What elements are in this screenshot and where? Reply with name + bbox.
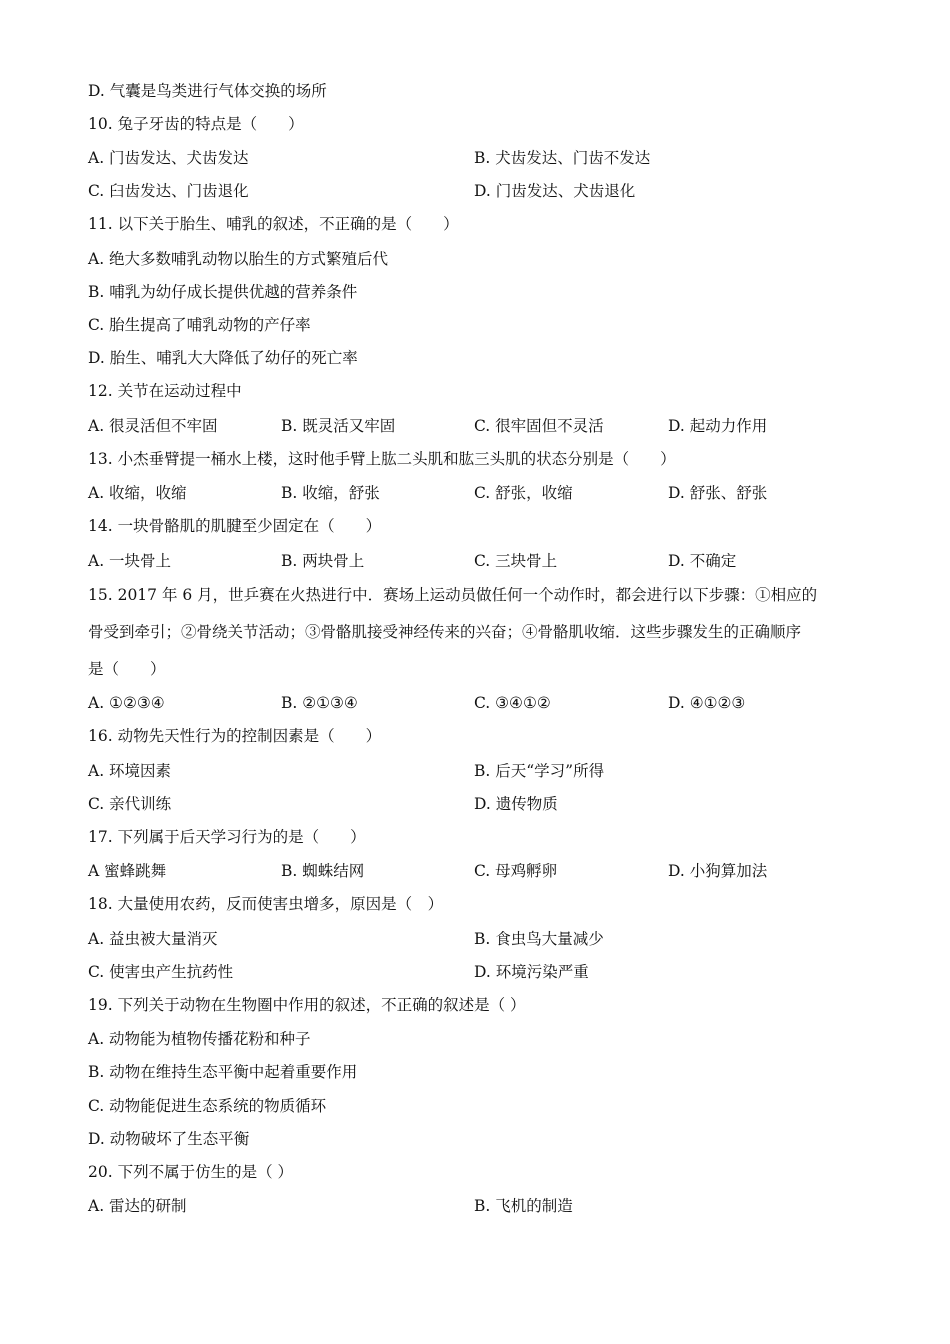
q15-stem-line-1: 15. 2017 年 6 月，世乒赛在火热进行中．赛场上运动员做任何一个动作时，都会进行以下步骤：①相应的: [88, 586, 818, 604]
q19-option-a: A. 动物能为植物传播花粉和种子: [88, 1030, 311, 1048]
q16-option-b: B. 后天“学习”所得: [474, 762, 605, 780]
q18-option-a: A. 益虫被大量消灭: [88, 930, 218, 948]
q10-option-b: B. 犬齿发达、门齿不发达: [474, 149, 651, 167]
q13-stem: 13. 小杰垂臂提一桶水上楼，这时他手臂上肱二头肌和肱三头肌的状态分别是（ ）: [88, 450, 676, 468]
q15-option-b: B. ②①③④: [281, 694, 358, 712]
q19-option-d: D. 动物破坏了生态平衡: [88, 1130, 250, 1148]
q14-option-c: C. 三块骨上: [474, 552, 558, 570]
q15-stem-line-2: 骨受到牵引；②骨绕关节活动；③骨骼肌接受神经传来的兴奋；④骨骼肌收缩．这些步骤发生的正确顺序: [88, 623, 802, 641]
q11-option-c: C. 胎生提高了哺乳动物的产仔率: [88, 316, 311, 334]
q19-stem: 19. 下列关于动物在生物圈中作用的叙述，不正确的叙述是（ ）: [88, 996, 526, 1014]
q17-stem: 17. 下列属于后天学习行为的是（ ）: [88, 828, 366, 846]
q11-option-a: A. 绝大多数哺乳动物以胎生的方式繁殖后代: [88, 250, 389, 268]
q18-stem: 18. 大量使用农药，反而使害虫增多，原因是（ ）: [88, 895, 444, 913]
q17-option-c: C. 母鸡孵卵: [474, 862, 558, 880]
q18-option-b: B. 食虫鸟大量减少: [474, 930, 604, 948]
q17-option-b: B. 蜘蛛结网: [281, 862, 365, 880]
q10-stem: 10. 兔子牙齿的特点是（ ）: [88, 115, 304, 133]
q10-option-c: C. 臼齿发达、门齿退化: [88, 182, 249, 200]
q13-option-c: C. 舒张，收缩: [474, 484, 573, 502]
q12-stem: 12. 关节在运动过程中: [88, 382, 242, 400]
q13-option-d: D. 舒张、舒张: [668, 484, 768, 502]
q17-option-a: A 蜜蜂跳舞: [88, 862, 167, 880]
q10-option-d: D. 门齿发达、犬齿退化: [474, 182, 636, 200]
q17-option-d: D. 小狗算加法: [668, 862, 768, 880]
q14-option-d: D. 不确定: [668, 552, 737, 570]
q14-stem: 14. 一块骨骼肌的肌腱至少固定在（ ）: [88, 517, 382, 535]
q13-option-b: B. 收缩，舒张: [281, 484, 380, 502]
q12-option-d: D. 起动力作用: [668, 417, 768, 435]
q19-option-c: C. 动物能促进生态系统的物质循环: [88, 1097, 327, 1115]
q11-stem: 11. 以下关于胎生、哺乳的叙述，不正确的是（ ）: [88, 215, 459, 233]
q12-option-c: C. 很牢固但不灵活: [474, 417, 604, 435]
q20-stem: 20. 下列不属于仿生的是（ ）: [88, 1163, 294, 1181]
q15-stem-line-3: 是（ ）: [88, 660, 166, 678]
q15-option-d: D. ④①②③: [668, 694, 746, 712]
q18-option-c: C. 使害虫产生抗药性: [88, 963, 234, 981]
q11-option-b: B. 哺乳为幼仔成长提供优越的营养条件: [88, 283, 358, 301]
q11-option-d: D. 胎生、哺乳大大降低了幼仔的死亡率: [88, 349, 358, 367]
q16-option-d: D. 遗传物质: [474, 795, 558, 813]
q9-option-d: D. 气囊是鸟类进行气体交换的场所: [88, 82, 327, 100]
q16-option-a: A. 环境因素: [88, 762, 172, 780]
q15-option-c: C. ③④①②: [474, 694, 551, 712]
q16-option-c: C. 亲代训练: [88, 795, 172, 813]
q12-option-b: B. 既灵活又牢固: [281, 417, 396, 435]
q12-option-a: A. 很灵活但不牢固: [88, 417, 218, 435]
q16-stem: 16. 动物先天性行为的控制因素是（ ）: [88, 727, 382, 745]
q19-option-b: B. 动物在维持生态平衡中起着重要作用: [88, 1063, 358, 1081]
q14-option-a: A. 一块骨上: [88, 552, 172, 570]
q15-option-a: A. ①②③④: [88, 694, 165, 712]
q18-option-d: D. 环境污染严重: [474, 963, 589, 981]
q13-option-a: A. 收缩，收缩: [88, 484, 187, 502]
q14-option-b: B. 两块骨上: [281, 552, 365, 570]
q10-option-a: A. 门齿发达、犬齿发达: [88, 149, 249, 167]
q20-option-a: A. 雷达的研制: [88, 1197, 187, 1215]
q20-option-b: B. 飞机的制造: [474, 1197, 573, 1215]
